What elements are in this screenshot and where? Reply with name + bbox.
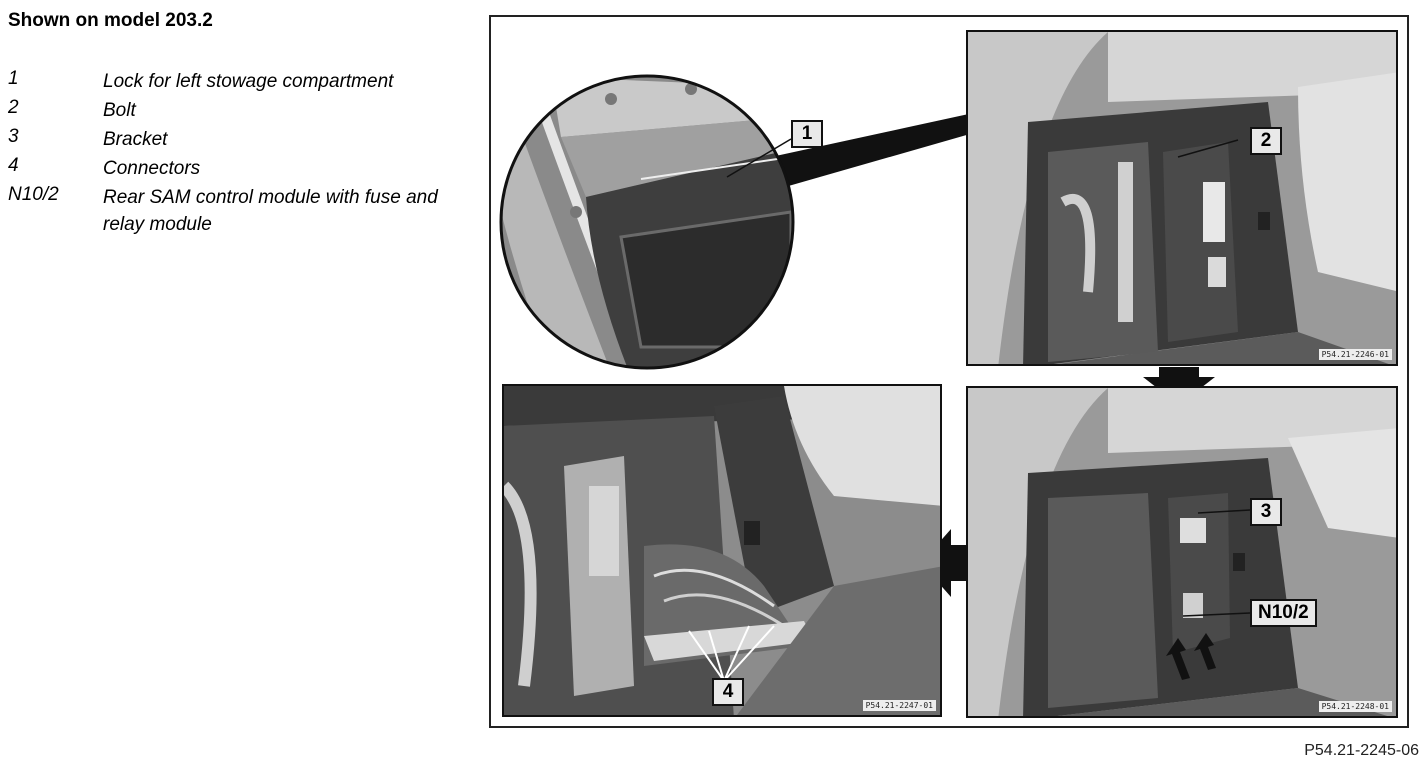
photo-trunk-module xyxy=(968,388,1398,718)
legend-description: Bolt xyxy=(103,100,136,121)
photo-code: P54.21-2246-01 xyxy=(1319,349,1392,360)
callout-3: 3 xyxy=(1250,498,1282,526)
legend-number: 4 xyxy=(8,155,19,176)
photo-top-right xyxy=(966,30,1398,366)
legend-description: Lock for left stowage compartment xyxy=(103,71,394,92)
legend-number: 1 xyxy=(8,68,19,89)
photo-code: P54.21-2247-01 xyxy=(863,700,936,711)
legend-list xyxy=(8,68,468,240)
page-heading: Shown on model 203.2 xyxy=(8,10,213,31)
legend-description: Rear SAM control module with fuse and relay module xyxy=(103,187,438,235)
photo-bottom-right xyxy=(966,386,1398,718)
photo-code: P54.21-2248-01 xyxy=(1319,701,1392,712)
legend-item xyxy=(8,68,468,97)
legend-description: Bracket xyxy=(103,129,168,150)
legend-item xyxy=(8,184,468,240)
illustration-frame xyxy=(489,15,1409,728)
photo-bottom-left xyxy=(502,384,942,717)
legend-number: N10/2 xyxy=(8,184,59,205)
legend-item xyxy=(8,126,468,155)
legend-number: 2 xyxy=(8,97,19,118)
photo-module-removed xyxy=(504,386,942,717)
legend-item xyxy=(8,155,468,184)
legend-number: 3 xyxy=(8,126,19,147)
callout-n10-2: N10/2 xyxy=(1250,599,1317,627)
figure-id: P54.21-2245-06 xyxy=(1304,742,1419,759)
legend-item xyxy=(8,97,468,126)
legend-description: Connectors xyxy=(103,158,201,179)
callout-4: 4 xyxy=(712,678,744,706)
callout-1: 1 xyxy=(791,120,823,148)
callout-2: 2 xyxy=(1250,127,1282,155)
photo-trunk-closed xyxy=(968,32,1398,366)
